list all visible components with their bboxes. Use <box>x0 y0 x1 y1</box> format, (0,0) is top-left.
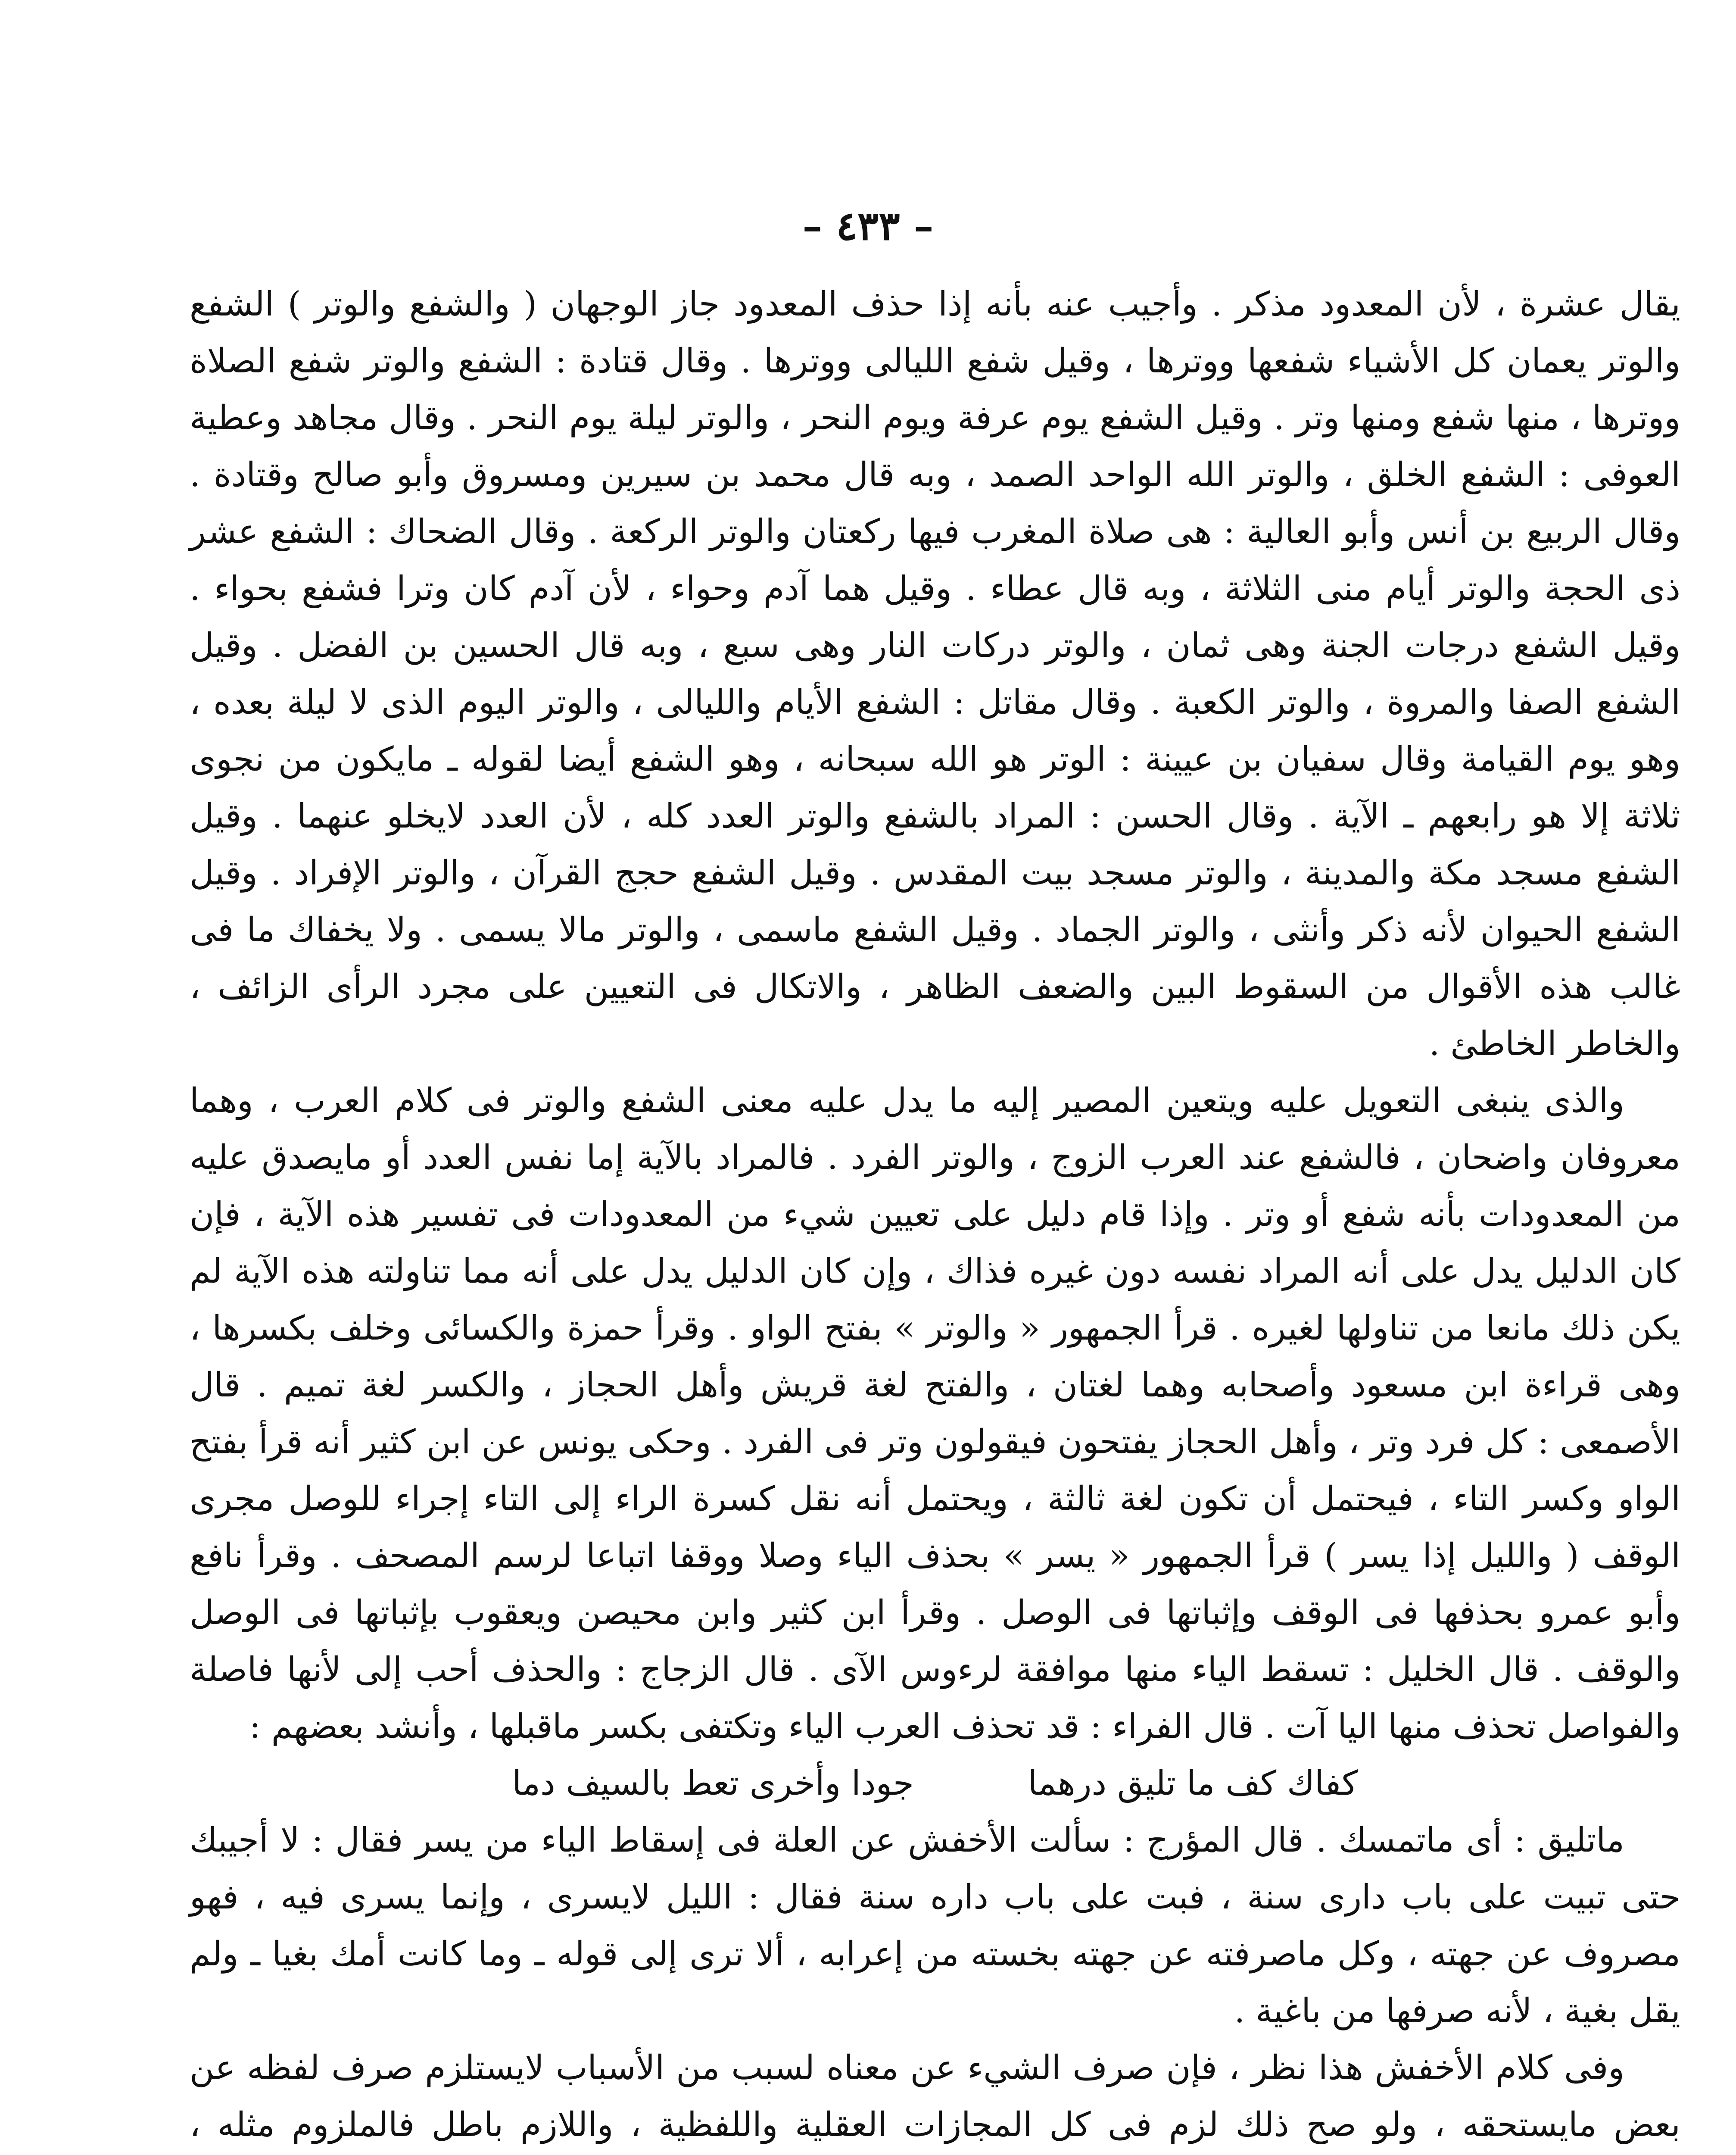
poetry-verse <box>190 1755 1680 1812</box>
paragraph: يقال عشرة ، لأن المعدود مذكر . وأجيب عنه بأنه إذا حذف المعدود جاز الوجهان ( والشفع والوتر ) الشفع والوتر يعمان كل الأشياء شفعها ووترها ، وقيل شفع الليالى ووترها . وقال قتادة : الشفع والوتر شفع الصلاة ووترها ، منها شفع ومنها وتر . وقيل الشفع يوم عرفة ويوم النحر ، والوتر ليلة يوم النحر . وقال مجاهد وعطية العوفى : الشفع الخلق ، والوتر الله الواحد الصمد ، وبه قال محمد بن سيرين ومسروق وأبو صالح وقتادة . وقال الربيع بن أنس وأبو العالية : هى صلاة المغرب فيها ركعتان والوتر الركعة . وقال الضحاك : الشفع عشر ذى الحجة والوتر أيام منى الثلاثة ، وبه قال عطاء . وقيل هما آدم وحواء ، لأن آدم كان وترا فشفع بحواء . وقيل الشفع درجات الجنة وهى ثمان ، والوتر دركات النار وهى سبع ، وبه قال الحسين بن الفضل . وقيل الشفع الصفا والمروة ، والوتر الكعبة . وقال مقاتل : الشفع الأيام والليالى ، والوتر اليوم الذى لا ليلة بعده ، وهو يوم القيامة وقال سفيان بن عيينة : الوتر هو الله سبحانه ، وهو الشفع أيضا لقوله ـ مايكون من نجوى ثلاثة إلا هو رابعهم ـ الآية . وقال الحسن : المراد بالشفع والوتر العدد كله ، لأن العدد لايخلو عنهما . وقيل الشفع مسجد مكة والمدينة ، والوتر مسجد بيت المقدس . وقيل الشفع حجج القرآن ، والوتر الإفراد . وقيل الشفع الحيوان لأنه ذكر وأنثى ، والوتر الجماد . وقيل الشفع ماسمى ، والوتر مالا يسمى . ولا يخفاك ما فى غالب هذه الأقوال من السقوط البين والضعف الظاهر ، والاتكال فى التعيين على مجرد الرأى الزائف ، والخاطر الخاطئ . <box>190 285 1680 1063</box>
paragraph: وفى كلام الأخفش هذا نظر ، فإن صرف الشيء عن معناه لسبب من الأسباب لايستلزم صرف لفظه عن بعض مايستحقه ، ولو صح ذلك لزم فى كل المجازات العقلية واللفظية ، واللازم باطل فالملزوم مثله ، <box>190 2049 1680 2144</box>
page-number: – ٤٣٣ – <box>802 203 934 249</box>
paragraph: والذى ينبغى التعويل عليه ويتعين المصير إليه ما يدل عليه معنى الشفع والوتر فى كلام العرب ، وهما معروفان واضحان ، فالشفع عند العرب الزوج ، والوتر الفرد . فالمراد بالآية إما نفس العدد أو مايصدق عليه من المعدودات بأنه شفع أو وتر . وإذا قام دليل على تعيين شيء من المعدودات فى تفسير هذه الآية ، فإن كان الدليل يدل على أنه المراد نفسه دون غيره فذاك ، وإن كان الدليل يدل على أنه مما تناولته هذه الآية لم يكن ذلك مانعا من تناولها لغيره . قرأ الجمهور « والوتر » بفتح الواو . وقرأ حمزة والكسائى وخلف بكسرها ، وهى قراءة ابن مسعود وأصحابه وهما لغتان ، والفتح لغة قريش وأهل الحجاز ، والكسر لغة تميم . قال الأصمعى : كل فرد وتر ، وأهل الحجاز يفتحون فيقولون وتر فى الفرد . وحكى يونس عن ابن كثير أنه قرأ بفتح الواو وكسر التاء ، فيحتمل أن تكون لغة ثالثة ، ويحتمل أنه نقل كسرة الراء إلى التاء إجراء للوصل مجرى الوقف ( والليل إذا يسر ) قرأ الجمهور « يسر » بحذف الياء وصلا ووقفا اتباعا لرسم المصحف . وقرأ نافع وأبو عمرو بحذفها فى الوقف وإثباتها فى الوصل . وقرأ ابن كثير وابن محيصن ويعقوب بإثباتها فى الوصل والوقف . قال الخليل : تسقط الياء منها موافقة لرءوس الآى . قال الزجاج : والحذف أحب إلى لأنها فاصلة والفواصل تحذف منها اليا آت . قال الفراء : قد تحذف العرب الياء وتكتفى بكسر ماقبلها ، وأنشد بعضهم : <box>190 1081 1680 1746</box>
body-text <box>190 276 1680 2155</box>
paragraph: ماتليق : أى ماتمسك . قال المؤرج : سألت الأخفش عن العلة فى إسقاط الياء من يسر فقال : لا أجيبك حتى تبيت على باب دارى سنة ، فبت على باب داره سنة فقال : الليل لايسرى ، وإنما يسرى فيه ، فهو مصروف عن جهته ، وكل ماصرفته عن جهته بخسته من إعرابه ، ألا ترى إلى قوله ـ وما كانت أمك بغيا ـ ولم يقل بغية ، لأنه صرفها من باغية . <box>190 1821 1680 2030</box>
verse-first-hemistich: كفاك كف ما تليق درهما <box>1028 1764 1358 1803</box>
verse-second-hemistich: جودا وأخرى تعط بالسيف دما <box>512 1764 914 1803</box>
